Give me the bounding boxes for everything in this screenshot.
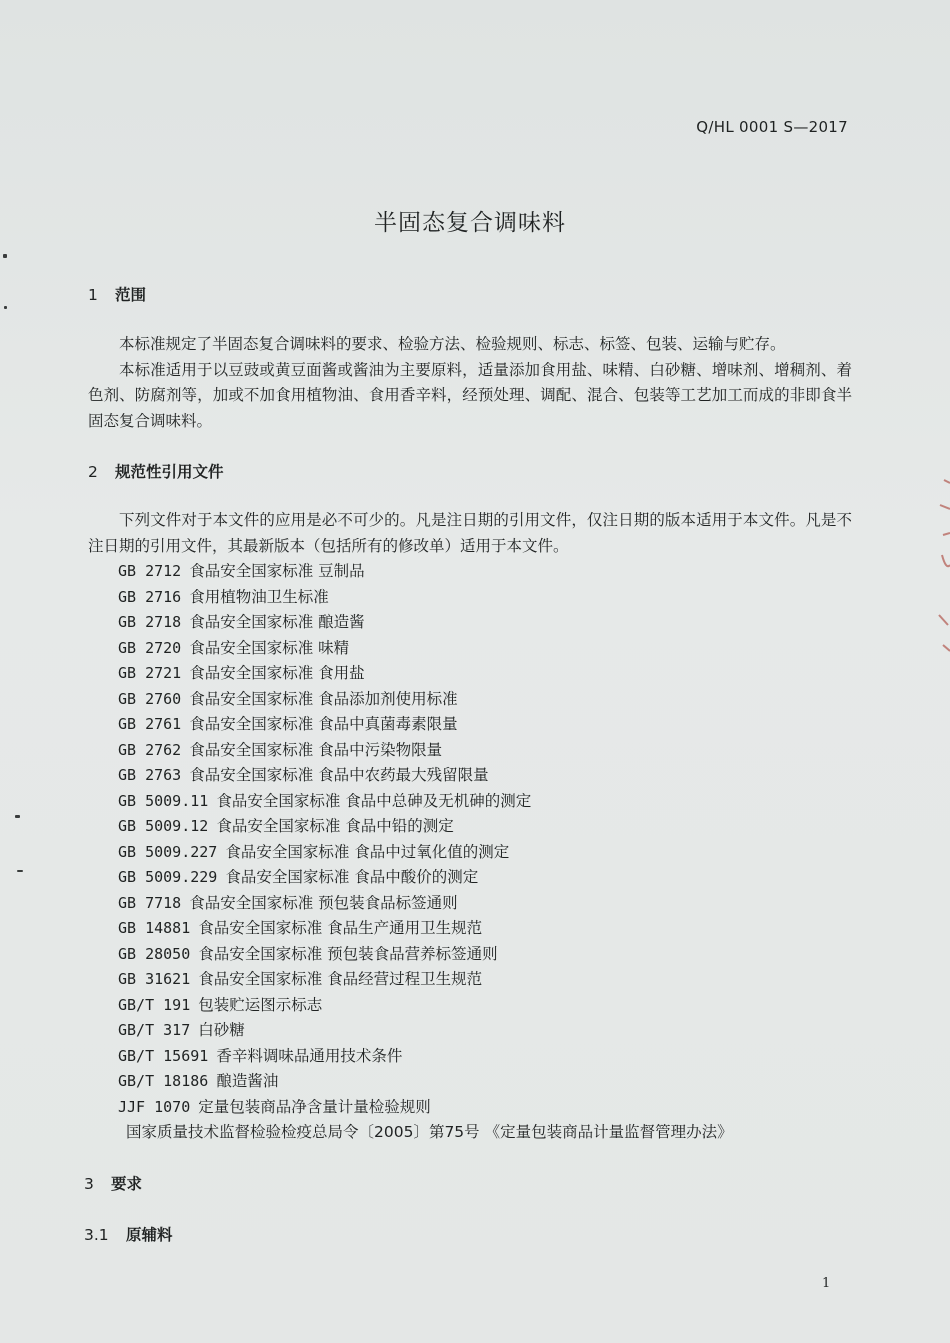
- reference-title: 食品安全国家标准 味精: [189, 638, 350, 657]
- reference-title: 食品安全国家标准 食品中过氧化值的测定: [225, 842, 510, 861]
- list-item: [118, 1069, 733, 1095]
- list-item: [118, 840, 733, 866]
- section-number: 1: [88, 286, 98, 304]
- reference-title: 食品安全国家标准 食品添加剂使用标准: [189, 689, 458, 708]
- section-title: 规范性引用文件: [115, 463, 224, 481]
- list-item: [118, 661, 733, 687]
- section-number: 3.1: [84, 1226, 109, 1244]
- list-item: [118, 1018, 733, 1044]
- reference-title: 食品安全国家标准 食品中农药最大残留限量: [189, 766, 489, 784]
- section-title: 原辅料: [126, 1226, 173, 1244]
- reference-title: 国家质量技术监督检验检疫总局令〔2005〕第75号 《定量包装商品计量监督管理办法》: [126, 1123, 733, 1141]
- paragraph: 本标准规定了半固态复合调味料的要求、检验方法、检验规则、标志、标签、包装、运输与贮存。: [119, 335, 786, 353]
- scan-speck: [3, 254, 7, 258]
- reference-title: 食品安全国家标准 预包装食品营养标签通则: [198, 944, 498, 963]
- reference-title: 食品安全国家标准 食品生产通用卫生规范: [198, 919, 483, 937]
- reference-title: 食品安全国家标准 酿造酱: [189, 613, 365, 631]
- reference-code: GB 2712: [118, 562, 182, 580]
- section-1-body: [88, 332, 852, 434]
- section-number: 3: [84, 1175, 94, 1193]
- reference-code: GB 5009.11: [118, 791, 209, 810]
- reference-code: JJF 1070: [118, 1097, 191, 1116]
- reference-list: [118, 559, 733, 1146]
- reference-title: 食品安全国家标准 食品中铅的测定: [216, 817, 454, 835]
- reference-code: GB 2718: [118, 613, 182, 631]
- list-item: [118, 1095, 733, 1121]
- reference-code: GB 2762: [118, 740, 182, 759]
- list-item: [118, 687, 733, 713]
- list-item: [118, 738, 733, 764]
- scan-speck: [15, 815, 20, 818]
- list-item: [118, 967, 733, 993]
- list-item: [118, 993, 733, 1019]
- section-3-heading: [84, 1172, 142, 1194]
- paragraph: 本标准适用于以豆豉或黄豆面酱或酱油为主要原料，适量添加食用盐、味精、白砂糖、增味剂、增稠剂、着色剂、防腐剂等，加或不加食用植物油、食用香辛料，经预处理、调配、混合、包装等工艺加工而成的非即食半固态复合调味料。: [88, 360, 852, 430]
- reference-title: 食品安全国家标准 食用盐: [189, 664, 365, 682]
- page-number: 1: [822, 1276, 831, 1291]
- reference-code: GB 2716: [118, 587, 182, 606]
- scan-speck: [4, 306, 7, 309]
- section-1-heading: [88, 283, 146, 305]
- document-title: 半固态复合调味料: [374, 210, 566, 236]
- section-number: 2: [88, 463, 98, 481]
- paragraph: 下列文件对于本文件的应用是必不可少的。凡是注日期的引用文件，仅注日期的版本适用于本文件。凡是不注日期的引用文件，其最新版本（包括所有的修改单）适用于本文件。: [88, 511, 852, 555]
- reference-code: GB 31621: [118, 970, 191, 988]
- reference-code: GB/T 18186: [118, 1072, 209, 1090]
- scan-speck: [17, 870, 23, 872]
- reference-title: 定量包装商品净含量计量检验规则: [198, 1097, 431, 1116]
- reference-title: 香辛料调味品通用技术条件: [216, 1046, 403, 1065]
- reference-code: GB/T 191: [118, 995, 191, 1014]
- reference-code: GB/T 317: [118, 1021, 191, 1039]
- reference-code: GB 5009.227: [118, 842, 218, 861]
- reference-code: GB 14881: [118, 919, 191, 937]
- list-item: [118, 712, 733, 738]
- reference-code: GB 28050: [118, 944, 191, 963]
- reference-title: 食品安全国家标准 食品经营过程卫生规范: [198, 970, 483, 988]
- reference-code: GB 5009.12: [118, 817, 209, 835]
- list-item: [118, 636, 733, 662]
- list-item: [118, 585, 733, 611]
- list-item: [118, 916, 733, 942]
- reference-code: GB 2760: [118, 689, 182, 708]
- list-item: [118, 891, 733, 917]
- list-item: [118, 789, 733, 815]
- reference-title: 食用植物油卫生标准: [189, 587, 329, 606]
- section-title: 要求: [111, 1175, 143, 1193]
- list-item: [118, 610, 733, 636]
- edge-stamp-fragment: [934, 475, 950, 675]
- reference-code: GB 2721: [118, 664, 182, 682]
- reference-title: 白砂糖: [198, 1021, 245, 1039]
- standard-code: Q/HL 0001 S—2017: [696, 118, 848, 136]
- reference-code: GB/T 15691: [118, 1046, 209, 1065]
- reference-title: 食品安全国家标准 食品中污染物限量: [189, 740, 443, 759]
- reference-code: GB 5009.229: [118, 868, 218, 886]
- reference-title: 食品安全国家标准 预包装食品标签通则: [189, 893, 458, 912]
- list-item: [118, 1120, 733, 1146]
- reference-code: GB 2763: [118, 766, 182, 784]
- reference-title: 食品安全国家标准 食品中真菌毒素限量: [189, 715, 458, 733]
- section-2-intro: [88, 508, 852, 559]
- reference-title: 食品安全国家标准 食品中总砷及无机砷的测定: [216, 791, 532, 810]
- section-2-heading: [88, 460, 224, 482]
- list-item: [118, 942, 733, 968]
- list-item: [118, 763, 733, 789]
- list-item: [118, 814, 733, 840]
- reference-code: GB 7718: [118, 893, 182, 912]
- list-item: [118, 1044, 733, 1070]
- reference-title: 包装贮运图示标志: [198, 995, 323, 1014]
- reference-code: GB 2720: [118, 638, 182, 657]
- reference-code: GB 2761: [118, 715, 182, 733]
- section-3-1-heading: [84, 1223, 173, 1245]
- reference-title: 食品安全国家标准 豆制品: [189, 562, 365, 580]
- list-item: [118, 865, 733, 891]
- section-title: 范围: [115, 286, 147, 304]
- list-item: [118, 559, 733, 585]
- reference-title: 食品安全国家标准 食品中酸价的测定: [225, 868, 479, 886]
- reference-title: 酿造酱油: [216, 1072, 279, 1090]
